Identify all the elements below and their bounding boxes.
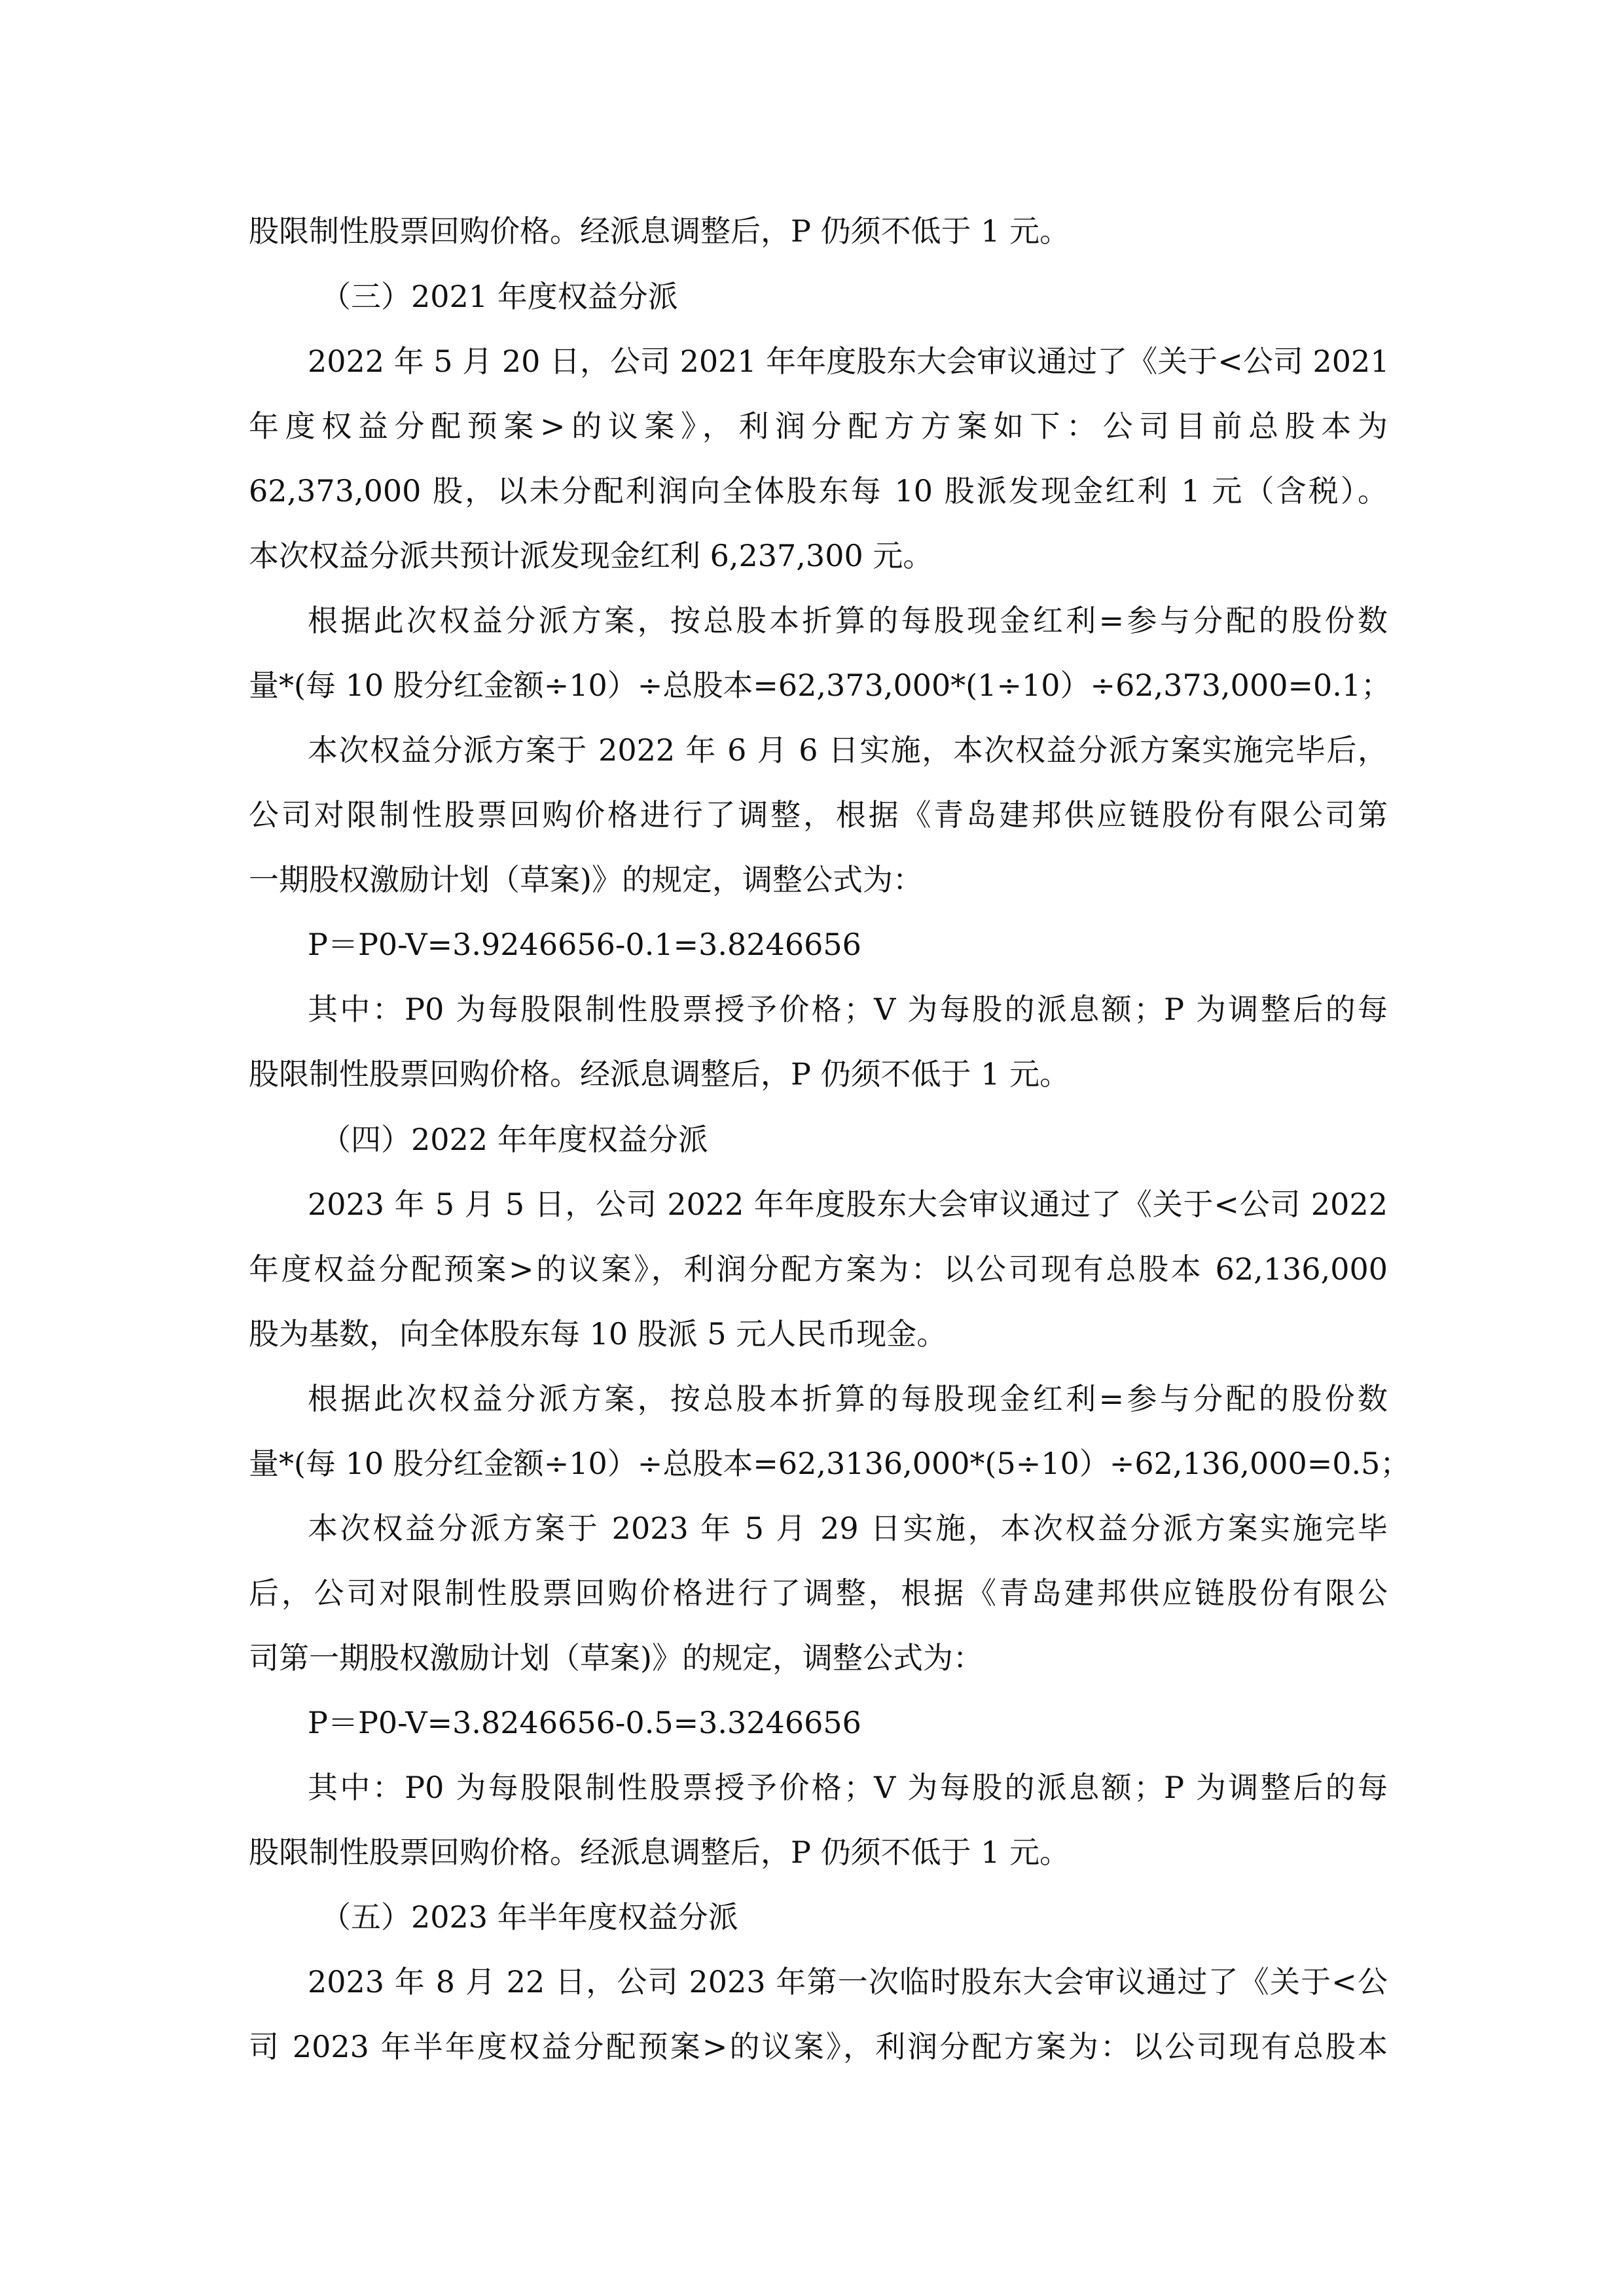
- paragraph-line: 根据此次权益分派方案，按总股本折算的每股现金红利=参与分配的股份数: [308, 603, 1388, 638]
- paragraph-line: 2023 年 8 月 22 日，公司 2023 年第一次临时股东大会审议通过了《关于<公: [308, 1964, 1388, 2000]
- section-heading: （五）2023 年半年度权益分派: [321, 1899, 738, 1935]
- paragraph-line: 股为基数，向全体股东每 10 股派 5 元人民币现金。: [249, 1316, 947, 1352]
- paragraph-line: 公司对限制性股票回购价格进行了调整，根据《青岛建邦供应链股份有限公司第: [249, 797, 1388, 833]
- paragraph-line: 2023 年 5 月 5 日，公司 2022 年年度股东大会审议通过了《关于<公司 2022: [308, 1187, 1388, 1222]
- paragraph-line: 根据此次权益分派方案，按总股本折算的每股现金红利=参与分配的股份数: [308, 1381, 1388, 1416]
- formula-line: 量*(每 10 股分红金额÷10）÷总股本=62,373,000*(1÷10）÷62,373,000=0.1；: [249, 668, 1392, 703]
- paragraph-line: 年度权益分配预案>的议案》，利润分配方案为：以公司现有总股本 62,136,000: [249, 1251, 1388, 1287]
- paragraph-line: 股限制性股票回购价格。经派息调整后，P 仍须不低于 1 元。: [249, 1835, 1070, 1870]
- paragraph-line: 股限制性股票回购价格。经派息调整后，P 仍须不低于 1 元。: [249, 1056, 1070, 1092]
- formula-line: P＝P0-V=3.9246656-0.1=3.8246656: [308, 927, 861, 962]
- formula-line: P＝P0-V=3.8246656-0.5=3.3246656: [308, 1705, 861, 1740]
- paragraph-line: 司第一期股权激励计划（草案)》的规定，调整公式为：: [249, 1640, 983, 1676]
- formula-line: 量*(每 10 股分红金额÷10）÷总股本=62,3136,000*(5÷10）÷62,136,000=0.5；: [249, 1446, 1411, 1481]
- paragraph-line: 2022 年 5 月 20 日，公司 2021 年年度股东大会审议通过了《关于<公司 2021: [308, 344, 1390, 379]
- paragraph-line: 年度权益分配预案>的议案》，利润分配方方案如下：公司目前总股本为: [249, 408, 1388, 444]
- paragraph-line: 其中：P0 为每股限制性股票授予价格；V 为每股的派息额；P 为调整后的每: [308, 992, 1388, 1027]
- paragraph-line: 本次权益分派方案于 2023 年 5 月 29 日实施，本次权益分派方案实施完毕: [308, 1511, 1388, 1546]
- paragraph-line: 司 2023 年半年度权益分配预案>的议案》，利润分配方案为：以公司现有总股本: [249, 2029, 1388, 2064]
- paragraph-line: 一期股权激励计划（草案)》的规定，调整公式为：: [249, 862, 923, 897]
- paragraph-line: 后，公司对限制性股票回购价格进行了调整，根据《青岛建邦供应链股份有限公: [249, 1575, 1388, 1611]
- section-heading: （三）2021 年度权益分派: [321, 279, 678, 314]
- paragraph-line: 其中：P0 为每股限制性股票授予价格；V 为每股的派息额；P 为调整后的每: [308, 1770, 1388, 1805]
- paragraph-line: 股限制性股票回购价格。经派息调整后，P 仍须不低于 1 元。: [249, 213, 1070, 249]
- paragraph-line: 本次权益分派共预计派发现金红利 6,237,300 元。: [249, 538, 933, 573]
- paragraph-line: 62,373,000 股，以未分配利润向全体股东每 10 股派发现金红利 1 元（含税）。: [249, 473, 1388, 509]
- paragraph-line: 本次权益分派方案于 2022 年 6 月 6 日实施，本次权益分派方案实施完毕后，: [308, 732, 1388, 768]
- section-heading: （四）2022 年年度权益分派: [321, 1122, 708, 1157]
